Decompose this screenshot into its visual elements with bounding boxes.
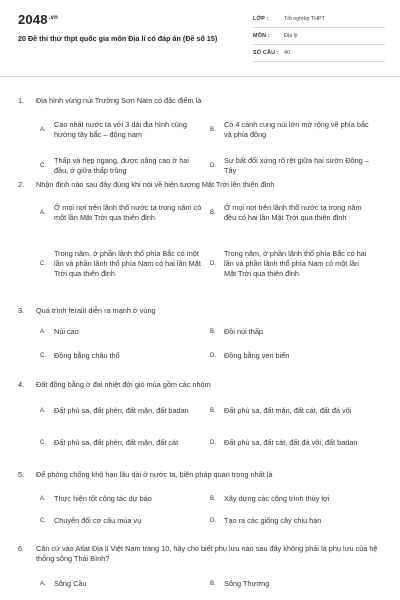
answer-option-b[interactable]	[210, 493, 372, 505]
answer-option-a[interactable]	[40, 197, 202, 229]
answer-option-c[interactable]	[40, 350, 202, 362]
option-letter: A.	[40, 329, 46, 335]
option-text: Ở mọi nơi trên lãnh thổ nước ta trong năm đều có hai lần Mặt Trời qua thiên đỉnh	[224, 203, 362, 222]
answer-option-c[interactable]	[40, 155, 202, 177]
option-letter: C.	[40, 518, 46, 524]
option-letter: A.	[40, 581, 46, 587]
page-header	[0, 0, 400, 64]
question-text: Để phòng chống khô hạn lâu dài ở nước ta, biện pháp quan trọng nhất là	[36, 470, 273, 479]
answer-option-d[interactable]	[210, 243, 372, 285]
option-letter: B.	[210, 210, 216, 216]
meta-key: LỚP :	[253, 16, 269, 22]
question-number: 6.	[18, 544, 25, 553]
option-text: Trong năm, ở phần lãnh thổ phía Bắc có hai lần và phần lãnh thổ phía Nam có một lần Mặt Trời qua thiên đỉnh	[224, 249, 367, 278]
option-letter: A.	[40, 127, 46, 133]
answer-option-c[interactable]	[40, 432, 202, 454]
option-letter: C.	[40, 440, 46, 446]
meta-row-count	[253, 48, 385, 62]
answer-option-d[interactable]	[210, 350, 372, 362]
answer-option-a[interactable]	[40, 578, 202, 590]
option-letter: D.	[210, 440, 216, 446]
option-text: Chuyển đổi cơ cấu mùa vụ	[54, 516, 142, 526]
header-divider	[0, 76, 400, 77]
option-text: Thực hiện tốt công tác dự báo	[54, 494, 152, 504]
meta-value: 40	[284, 50, 290, 56]
option-letter: B.	[210, 581, 216, 587]
answer-option-a[interactable]	[40, 326, 202, 338]
option-text: Đồi núi thấp	[224, 327, 263, 337]
question-number: 4.	[18, 380, 25, 389]
meta-row-class	[253, 14, 385, 28]
option-text: Cao nhất nước ta với 3 dải địa hình cùng hướng tây bắc – đông nam	[54, 120, 187, 139]
answer-option-d[interactable]	[210, 432, 372, 454]
option-letter: A.	[40, 408, 46, 414]
answer-option-a[interactable]	[40, 400, 202, 422]
meta-value: Địa lý	[284, 33, 298, 39]
option-text: Đất phù sa, đất cát, đất đá vôi, đất badan	[224, 438, 358, 448]
option-letter: B.	[210, 127, 216, 133]
question-number: 2.	[18, 180, 25, 189]
question-text: Quá trình feralit diễn ra mạnh ở vùng	[36, 306, 156, 315]
option-text: Núi cao	[54, 327, 79, 337]
answer-option-b[interactable]	[210, 197, 372, 229]
exam-title: 20 Đề thi thử thpt quốc gia môn Địa lí có đáp án (Đề số 15)	[18, 34, 218, 43]
answer-option-b[interactable]	[210, 400, 372, 422]
meta-key: MÔN :	[253, 33, 270, 39]
option-text: Đồng bằng châu thổ	[54, 351, 120, 361]
question-number: 1.	[18, 96, 25, 105]
meta-value: Tốt nghiệp THPT	[284, 16, 325, 22]
question-text: Căn cứ vào Atlat Địa lí Việt Nam trang 10, hãy cho biết phụ lưu nào sau đây không phải là phụ lưu của hệ thống sông Thái Bình?	[36, 544, 378, 563]
option-text: Xây dựng các công trình thủy lợi	[224, 494, 330, 504]
option-text: Đất phù sa, đất mặn, đất cát, đất đá vôi	[224, 406, 352, 416]
option-text: Ở mọi nơi trên lãnh thổ nước ta trong năm có một lần Mặt Trời qua thiên đỉnh	[54, 203, 202, 222]
question-text: Địa hình vùng núi Trường Sơn Nam có đặc điểm là	[36, 96, 202, 105]
answer-option-b[interactable]	[210, 119, 372, 141]
option-letter: A.	[40, 210, 46, 216]
option-text: Đồng bằng ven biển	[224, 351, 290, 361]
option-letter: D.	[210, 163, 216, 169]
option-letter: C.	[40, 261, 46, 267]
option-letter: D.	[210, 261, 216, 267]
option-letter: C.	[40, 163, 46, 169]
meta-key: SỐ CÂU :	[253, 50, 279, 56]
option-text: Đất phù sa, đất phèn, đất mặn, đất badan	[54, 406, 189, 416]
answer-option-c[interactable]	[40, 243, 202, 285]
answer-option-b[interactable]	[210, 578, 372, 590]
answer-option-a[interactable]	[40, 493, 202, 505]
question-text: Nhận định nào sau đây đúng khi nói về hiện tượng Mặt Trời lên thiên đỉnh	[36, 180, 275, 189]
option-letter: B.	[210, 408, 216, 414]
question-number: 3.	[18, 306, 25, 315]
site-logo[interactable]	[18, 12, 58, 27]
exam-meta	[253, 14, 385, 62]
option-text: Sông Cầu	[54, 579, 87, 589]
option-letter: C.	[40, 353, 46, 359]
option-letter: A.	[40, 496, 46, 502]
answer-option-b[interactable]	[210, 326, 372, 338]
answer-option-c[interactable]	[40, 515, 202, 527]
answer-option-d[interactable]	[210, 515, 372, 527]
option-letter: D.	[210, 518, 216, 524]
question-text: Đất đồng bằng ở đai nhiệt đới gió mùa gồm các nhóm	[36, 380, 211, 389]
option-text: Tạo ra các giống cây chịu hạn	[224, 516, 322, 526]
option-text: Trong năm, ở phần lãnh thổ phía Bắc có một lần và phần lãnh thổ phía Nam có hai lần Mặt Trời qua thiên đỉnh	[54, 249, 201, 278]
answer-option-d[interactable]	[210, 155, 372, 177]
question-number: 5.	[18, 470, 25, 479]
answer-option-a[interactable]	[40, 119, 202, 141]
option-letter: D.	[210, 353, 216, 359]
option-text: Đất phù sa, đất phèn, đất mặn, đất cát	[54, 438, 179, 448]
option-letter: B.	[210, 329, 216, 335]
option-text: Thấp và hẹp ngang, được nâng cao ở hai đầu, ở giữa thấp trũng	[54, 156, 189, 175]
option-text: Sông Thương	[224, 579, 270, 589]
logo-suffix: .vn	[48, 14, 59, 21]
option-text: Có 4 cánh cung núi lớn mở rộng về phía bắc và phía đông	[224, 120, 369, 139]
meta-row-subject	[253, 31, 385, 45]
logo-text: 2048	[18, 12, 48, 27]
option-letter: B.	[210, 496, 216, 502]
option-text: Sự bất đối xứng rõ rệt giữa hai sườn Đông – Tây	[224, 156, 369, 175]
